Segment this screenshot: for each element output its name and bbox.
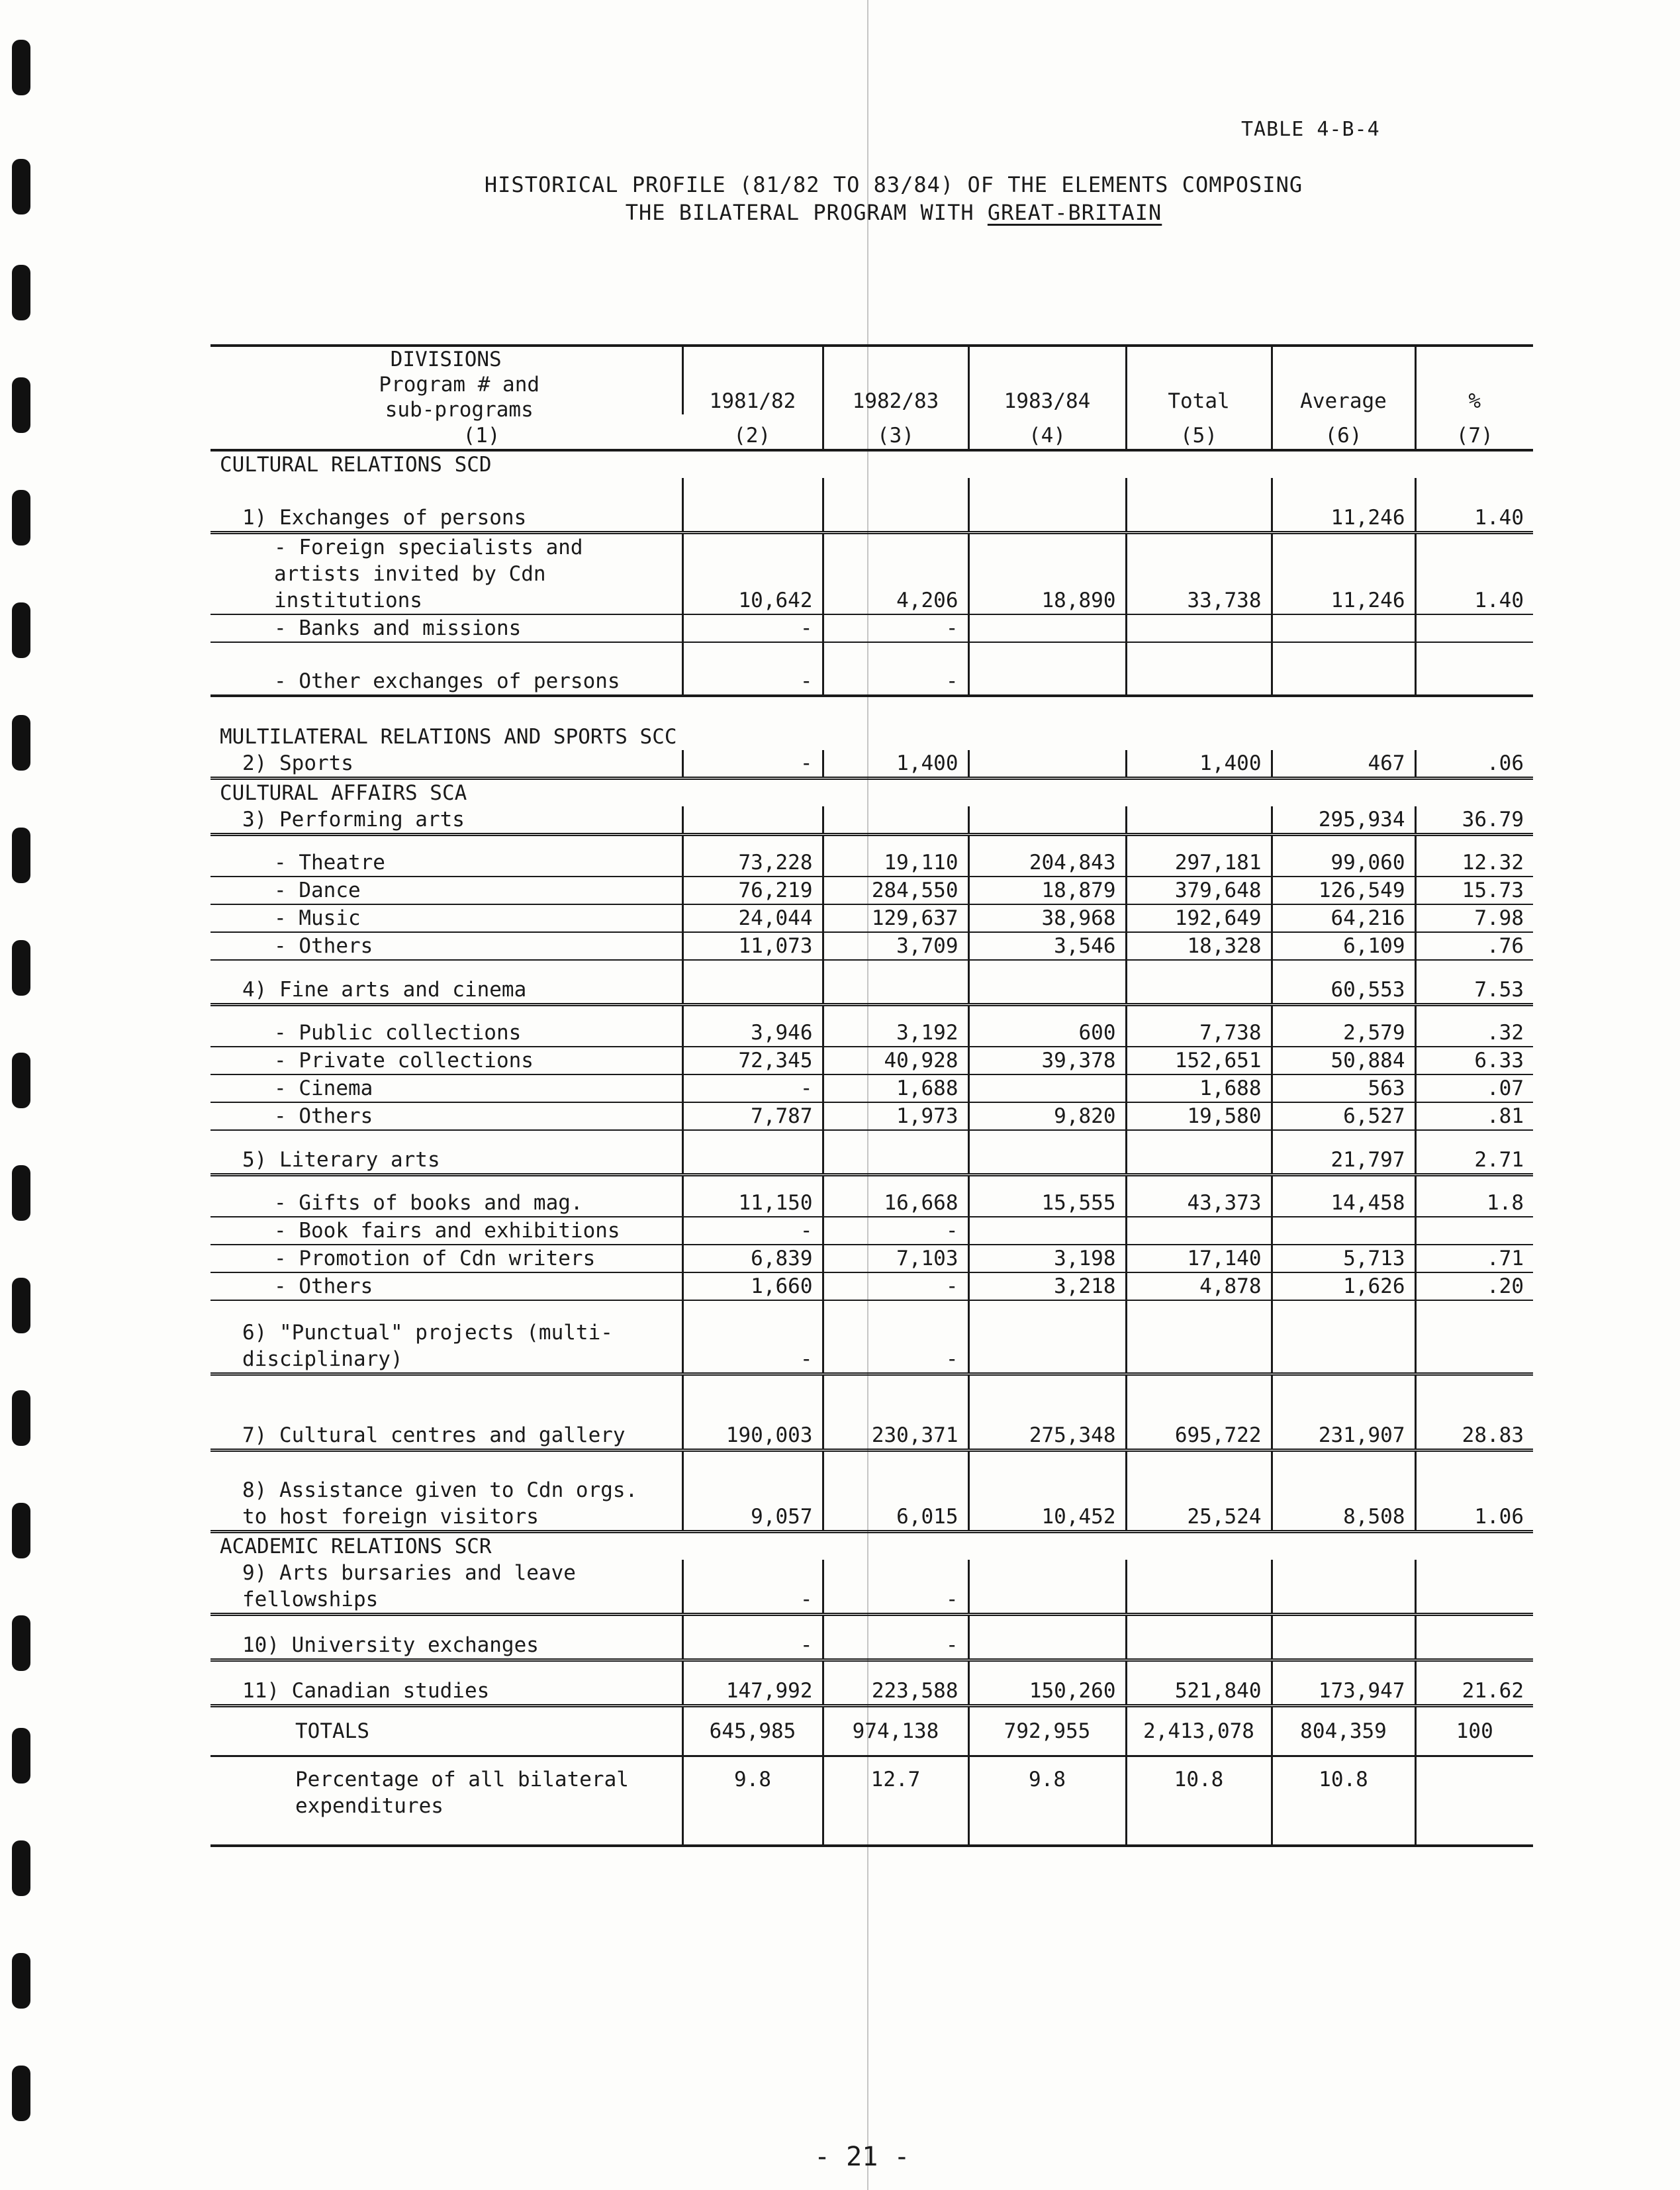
cell-c7: 12.32: [1415, 835, 1533, 877]
cell-c4: [968, 1130, 1126, 1175]
cell-c4: 600: [968, 1005, 1126, 1047]
cell-c2: 11,073: [682, 932, 823, 960]
row-label: - Promotion of Cdn writers: [210, 1245, 682, 1272]
row-label: 7) Cultural centres and gallery: [210, 1374, 682, 1451]
cell-c2: 7,787: [682, 1102, 823, 1130]
cell-c2: 11,150: [682, 1175, 823, 1217]
cell-c2: -: [682, 642, 823, 696]
cell-c5: [1126, 1130, 1272, 1175]
table-row: [210, 478, 1533, 533]
cell-c6: 21,797: [1272, 1130, 1415, 1175]
cell-c4: 39,378: [968, 1047, 1126, 1074]
table-number: TABLE 4-B-4: [1241, 118, 1380, 141]
cell-c5: 1,400: [1126, 750, 1272, 779]
row-label: 1) Exchanges of persons: [210, 478, 682, 533]
binder-hole-mark: [12, 1953, 30, 2009]
cell-c3: 230,371: [823, 1374, 968, 1451]
cell-c7: 1.06: [1415, 1451, 1533, 1532]
binder-hole-mark: [12, 40, 30, 95]
row-label: - Public collections: [210, 1005, 682, 1047]
cell-c5: 19,580: [1126, 1102, 1272, 1130]
row-label: - Foreign specialists and artists invited by Cdn institutions: [210, 533, 682, 615]
cell-c5: 297,181: [1126, 835, 1272, 877]
table-row: [210, 1047, 1533, 1074]
table-row: [210, 1560, 1533, 1615]
cell-c3: 3,192: [823, 1005, 968, 1047]
binder-hole-mark: [12, 940, 30, 996]
table-row: [210, 1102, 1533, 1130]
cell-c6: 14,458: [1272, 1175, 1415, 1217]
cell-c3: 19,110: [823, 835, 968, 877]
cell-c7: [1415, 1300, 1533, 1374]
binder-hole-mark: [12, 2066, 30, 2121]
cell-c2: -: [682, 1217, 823, 1245]
table-row: [210, 835, 1533, 877]
cell-c2: -: [682, 1300, 823, 1374]
cell-c4: [968, 1300, 1126, 1374]
column-header-divisions: DIVISIONS Program # and sub-programs (1): [210, 346, 682, 450]
division-name: CULTURAL RELATIONS SCD: [210, 450, 1533, 478]
division-name: MULTILATERAL RELATIONS AND SPORTS SCC: [210, 696, 1533, 750]
table-row: [210, 1451, 1533, 1532]
column-header-1983-84: 1983/84: [968, 346, 1126, 414]
cell-c3: 12.7: [823, 1756, 968, 1846]
cell-c2: 1,660: [682, 1272, 823, 1300]
binder-hole-mark: [12, 1840, 30, 1896]
table-row: [210, 1374, 1533, 1451]
cell-c2: 645,985: [682, 1706, 823, 1756]
cell-c5: 379,648: [1126, 877, 1272, 904]
table-row: [210, 1130, 1533, 1175]
cell-c3: -: [823, 1560, 968, 1615]
section-row: [210, 779, 1533, 807]
cell-c3: 284,550: [823, 877, 968, 904]
cell-c5: 4,878: [1126, 1272, 1272, 1300]
cell-c6: [1272, 642, 1415, 696]
cell-c3: [823, 960, 968, 1005]
row-label: - Others: [210, 1102, 682, 1130]
page-number: - 21 -: [814, 2142, 910, 2172]
cell-c4: [968, 1217, 1126, 1245]
cell-c4: [968, 750, 1126, 779]
cell-c2: -: [682, 1074, 823, 1102]
cell-c7: 2.71: [1415, 1130, 1533, 1175]
cell-c2: -: [682, 1615, 823, 1660]
column-number: (3): [823, 414, 968, 450]
column-header-1981-82: 1981/82: [682, 346, 823, 414]
row-label: - Theatre: [210, 835, 682, 877]
table-title-line2: THE BILATERAL PROGRAM WITH GREAT-BRITAIN: [625, 200, 1162, 225]
cell-c7: .81: [1415, 1102, 1533, 1130]
cell-c7: 1.40: [1415, 533, 1533, 615]
cell-c7: 7.98: [1415, 904, 1533, 932]
cell-c3: 4,206: [823, 533, 968, 615]
cell-c6: 11,246: [1272, 533, 1415, 615]
binder-hole-mark: [12, 602, 30, 658]
cell-c6: 563: [1272, 1074, 1415, 1102]
cell-c4: [968, 806, 1126, 835]
table-row: [210, 1217, 1533, 1245]
cell-c5: 17,140: [1126, 1245, 1272, 1272]
row-label: Percentage of all bilateral expenditures: [210, 1756, 682, 1846]
cell-c3: [823, 478, 968, 533]
cell-c2: [682, 806, 823, 835]
binder-hole-mark: [12, 1390, 30, 1446]
cell-c4: 9,820: [968, 1102, 1126, 1130]
cell-c5: 695,722: [1126, 1374, 1272, 1451]
cell-c6: [1272, 1300, 1415, 1374]
cell-c5: 7,738: [1126, 1005, 1272, 1047]
cell-c7: .06: [1415, 750, 1533, 779]
row-label: 8) Assistance given to Cdn orgs. to host foreign visitors: [210, 1451, 682, 1532]
cell-c5: 1,688: [1126, 1074, 1272, 1102]
cell-c2: 9.8: [682, 1756, 823, 1846]
cell-c3: 40,928: [823, 1047, 968, 1074]
cell-c5: [1126, 1300, 1272, 1374]
cell-c5: [1126, 806, 1272, 835]
section-row: [210, 450, 1533, 478]
table-row: [210, 932, 1533, 960]
cell-c5: 521,840: [1126, 1660, 1272, 1706]
totals-row: [210, 1706, 1533, 1756]
cell-c4: 18,879: [968, 877, 1126, 904]
cell-c6: 295,934: [1272, 806, 1415, 835]
cell-c5: [1126, 1217, 1272, 1245]
cell-c7: .20: [1415, 1272, 1533, 1300]
cell-c6: 99,060: [1272, 835, 1415, 877]
cell-c5: 25,524: [1126, 1451, 1272, 1532]
cell-c4: 10,452: [968, 1451, 1126, 1532]
cell-c7: 7.53: [1415, 960, 1533, 1005]
cell-c4: 3,218: [968, 1272, 1126, 1300]
cell-c2: 6,839: [682, 1245, 823, 1272]
cell-c3: 129,637: [823, 904, 968, 932]
cell-c3: 7,103: [823, 1245, 968, 1272]
cell-c6: 173,947: [1272, 1660, 1415, 1706]
row-label: - Other exchanges of persons: [210, 642, 682, 696]
cell-c2: 3,946: [682, 1005, 823, 1047]
cell-c5: [1126, 1615, 1272, 1660]
binder-hole-mark: [12, 490, 30, 546]
column-number: (2): [682, 414, 823, 450]
column-header-average: Average: [1272, 346, 1415, 414]
cell-c5: 18,328: [1126, 932, 1272, 960]
cell-c2: -: [682, 750, 823, 779]
column-number: (7): [1415, 414, 1533, 450]
table-row: [210, 1175, 1533, 1217]
cell-c3: [823, 806, 968, 835]
table-row: [210, 614, 1533, 642]
table-row: [210, 533, 1533, 615]
row-label: - Music: [210, 904, 682, 932]
cell-c5: [1126, 478, 1272, 533]
cell-c5: 10.8: [1126, 1756, 1272, 1846]
cell-c7: 100: [1415, 1706, 1533, 1756]
cell-c3: 974,138: [823, 1706, 968, 1756]
cell-c6: 10.8: [1272, 1756, 1415, 1846]
cell-c5: [1126, 614, 1272, 642]
cell-c4: [968, 478, 1126, 533]
cell-c6: [1272, 1560, 1415, 1615]
cell-c4: [968, 1615, 1126, 1660]
binder-hole-mark: [12, 1728, 30, 1784]
row-label: 2) Sports: [210, 750, 682, 779]
cell-c2: 24,044: [682, 904, 823, 932]
binder-hole-mark: [12, 377, 30, 433]
column-number: (4): [968, 414, 1126, 450]
table-title-line1: HISTORICAL PROFILE (81/82 TO 83/84) OF THE ELEMENTS COMPOSING: [484, 172, 1303, 197]
cell-c6: 2,579: [1272, 1005, 1415, 1047]
cell-c4: 18,890: [968, 533, 1126, 615]
cell-c5: 33,738: [1126, 533, 1272, 615]
binder-hole-mark: [12, 1165, 30, 1221]
cell-c4: [968, 642, 1126, 696]
row-label: 3) Performing arts: [210, 806, 682, 835]
table-row: [210, 904, 1533, 932]
cell-c3: 1,400: [823, 750, 968, 779]
cell-c3: [823, 1130, 968, 1175]
cell-c3: -: [823, 1272, 968, 1300]
cell-c2: 10,642: [682, 533, 823, 615]
row-label: 4) Fine arts and cinema: [210, 960, 682, 1005]
binder-hole-mark: [12, 1053, 30, 1108]
binder-hole-mark: [12, 715, 30, 771]
cell-c2: -: [682, 1560, 823, 1615]
cell-c3: -: [823, 1217, 968, 1245]
cell-c2: [682, 1130, 823, 1175]
cell-c6: [1272, 1217, 1415, 1245]
cell-c3: -: [823, 614, 968, 642]
cell-c4: 9.8: [968, 1756, 1126, 1846]
cell-c4: [968, 1074, 1126, 1102]
cell-c2: [682, 960, 823, 1005]
cell-c6: [1272, 614, 1415, 642]
cell-c2: 76,219: [682, 877, 823, 904]
cell-c4: 204,843: [968, 835, 1126, 877]
cell-c5: [1126, 642, 1272, 696]
cell-c4: 275,348: [968, 1374, 1126, 1451]
cell-c7: [1415, 1217, 1533, 1245]
cell-c4: 38,968: [968, 904, 1126, 932]
row-label: 6) "Punctual" projects (multi-disciplinary): [210, 1300, 682, 1374]
cell-c7: .76: [1415, 932, 1533, 960]
cell-c7: [1415, 1756, 1533, 1846]
cell-c7: .07: [1415, 1074, 1533, 1102]
row-label: - Dance: [210, 877, 682, 904]
cell-c2: 73,228: [682, 835, 823, 877]
column-header-total: Total: [1126, 346, 1272, 414]
cell-c7: 15.73: [1415, 877, 1533, 904]
binder-hole-mark: [12, 265, 30, 320]
cell-c2: 9,057: [682, 1451, 823, 1532]
table-row: [210, 750, 1533, 779]
cell-c4: [968, 614, 1126, 642]
cell-c3: 1,973: [823, 1102, 968, 1130]
cell-c6: 6,527: [1272, 1102, 1415, 1130]
row-label: - Others: [210, 932, 682, 960]
cell-c2: -: [682, 614, 823, 642]
table-row: [210, 1272, 1533, 1300]
cell-c6: 5,713: [1272, 1245, 1415, 1272]
cell-c4: 15,555: [968, 1175, 1126, 1217]
cell-c4: 150,260: [968, 1660, 1126, 1706]
table-row: [210, 642, 1533, 696]
binder-hole-mark: [12, 1615, 30, 1671]
cell-c6: 1,626: [1272, 1272, 1415, 1300]
table-row: [210, 1615, 1533, 1660]
row-label: 11) Canadian studies: [210, 1660, 682, 1706]
cell-c2: 147,992: [682, 1660, 823, 1706]
table-row: [210, 806, 1533, 835]
table-row: [210, 1300, 1533, 1374]
row-label: - Gifts of books and mag.: [210, 1175, 682, 1217]
cell-c3: 3,709: [823, 932, 968, 960]
cell-c7: .71: [1415, 1245, 1533, 1272]
table-row: [210, 1245, 1533, 1272]
column-number: (5): [1126, 414, 1272, 450]
cell-c3: 16,668: [823, 1175, 968, 1217]
table-row: [210, 877, 1533, 904]
cell-c4: 3,546: [968, 932, 1126, 960]
table-row: [210, 1660, 1533, 1706]
bilateral-program-table: [210, 344, 1533, 1847]
row-label: 10) University exchanges: [210, 1615, 682, 1660]
binder-hole-mark: [12, 1503, 30, 1558]
cell-c6: 6,109: [1272, 932, 1415, 960]
cell-c4: [968, 960, 1126, 1005]
cell-c6: 60,553: [1272, 960, 1415, 1005]
cell-c5: 2,413,078: [1126, 1706, 1272, 1756]
binder-hole-mark: [12, 828, 30, 883]
cell-c6: [1272, 1615, 1415, 1660]
cell-c3: -: [823, 1615, 968, 1660]
cell-c5: 152,651: [1126, 1047, 1272, 1074]
cell-c7: .32: [1415, 1005, 1533, 1047]
cell-c6: 8,508: [1272, 1451, 1415, 1532]
cell-c7: 28.83: [1415, 1374, 1533, 1451]
cell-c6: 126,549: [1272, 877, 1415, 904]
cell-c7: 1.8: [1415, 1175, 1533, 1217]
cell-c6: 11,246: [1272, 478, 1415, 533]
cell-c7: [1415, 1615, 1533, 1660]
cell-c7: [1415, 1560, 1533, 1615]
table-row: [210, 1005, 1533, 1047]
row-label: - Book fairs and exhibitions: [210, 1217, 682, 1245]
cell-c3: 223,588: [823, 1660, 968, 1706]
cell-c6: 467: [1272, 750, 1415, 779]
row-label: - Banks and missions: [210, 614, 682, 642]
row-label: - Others: [210, 1272, 682, 1300]
cell-c3: -: [823, 1300, 968, 1374]
cell-c5: [1126, 960, 1272, 1005]
cell-c6: 64,216: [1272, 904, 1415, 932]
cell-c3: 1,688: [823, 1074, 968, 1102]
row-label: - Cinema: [210, 1074, 682, 1102]
row-label: - Private collections: [210, 1047, 682, 1074]
cell-c2: [682, 478, 823, 533]
cell-c7: 6.33: [1415, 1047, 1533, 1074]
cell-c5: [1126, 1560, 1272, 1615]
cell-c7: 21.62: [1415, 1660, 1533, 1706]
table-row: [210, 1074, 1533, 1102]
cell-c7: 1.40: [1415, 478, 1533, 533]
row-label: 9) Arts bursaries and leave fellowships: [210, 1560, 682, 1615]
cell-c3: 6,015: [823, 1451, 968, 1532]
cell-c6: 231,907: [1272, 1374, 1415, 1451]
cell-c2: 190,003: [682, 1374, 823, 1451]
row-label: 5) Literary arts: [210, 1130, 682, 1175]
division-name: ACADEMIC RELATIONS SCR: [210, 1532, 1533, 1560]
cell-c5: 43,373: [1126, 1175, 1272, 1217]
column-number: (6): [1272, 414, 1415, 450]
division-name: CULTURAL AFFAIRS SCA: [210, 779, 1533, 807]
cell-c4: 3,198: [968, 1245, 1126, 1272]
row-label: TOTALS: [210, 1706, 682, 1756]
cell-c3: -: [823, 642, 968, 696]
column-header-1982-83: 1982/83: [823, 346, 968, 414]
cell-c7: [1415, 642, 1533, 696]
section-row: [210, 1532, 1533, 1560]
cell-c6: 50,884: [1272, 1047, 1415, 1074]
section-row: [210, 696, 1533, 750]
cell-c7: [1415, 614, 1533, 642]
cell-c5: 192,649: [1126, 904, 1272, 932]
column-header-percent: %: [1415, 346, 1533, 414]
binder-hole-mark: [12, 1278, 30, 1333]
cell-c4: 792,955: [968, 1706, 1126, 1756]
cell-c7: 36.79: [1415, 806, 1533, 835]
cell-c2: 72,345: [682, 1047, 823, 1074]
cell-c4: [968, 1560, 1126, 1615]
cell-c6: 804,359: [1272, 1706, 1415, 1756]
percentage-row: [210, 1756, 1533, 1846]
table-row: [210, 960, 1533, 1005]
country-name: GREAT-BRITAIN: [987, 200, 1162, 225]
